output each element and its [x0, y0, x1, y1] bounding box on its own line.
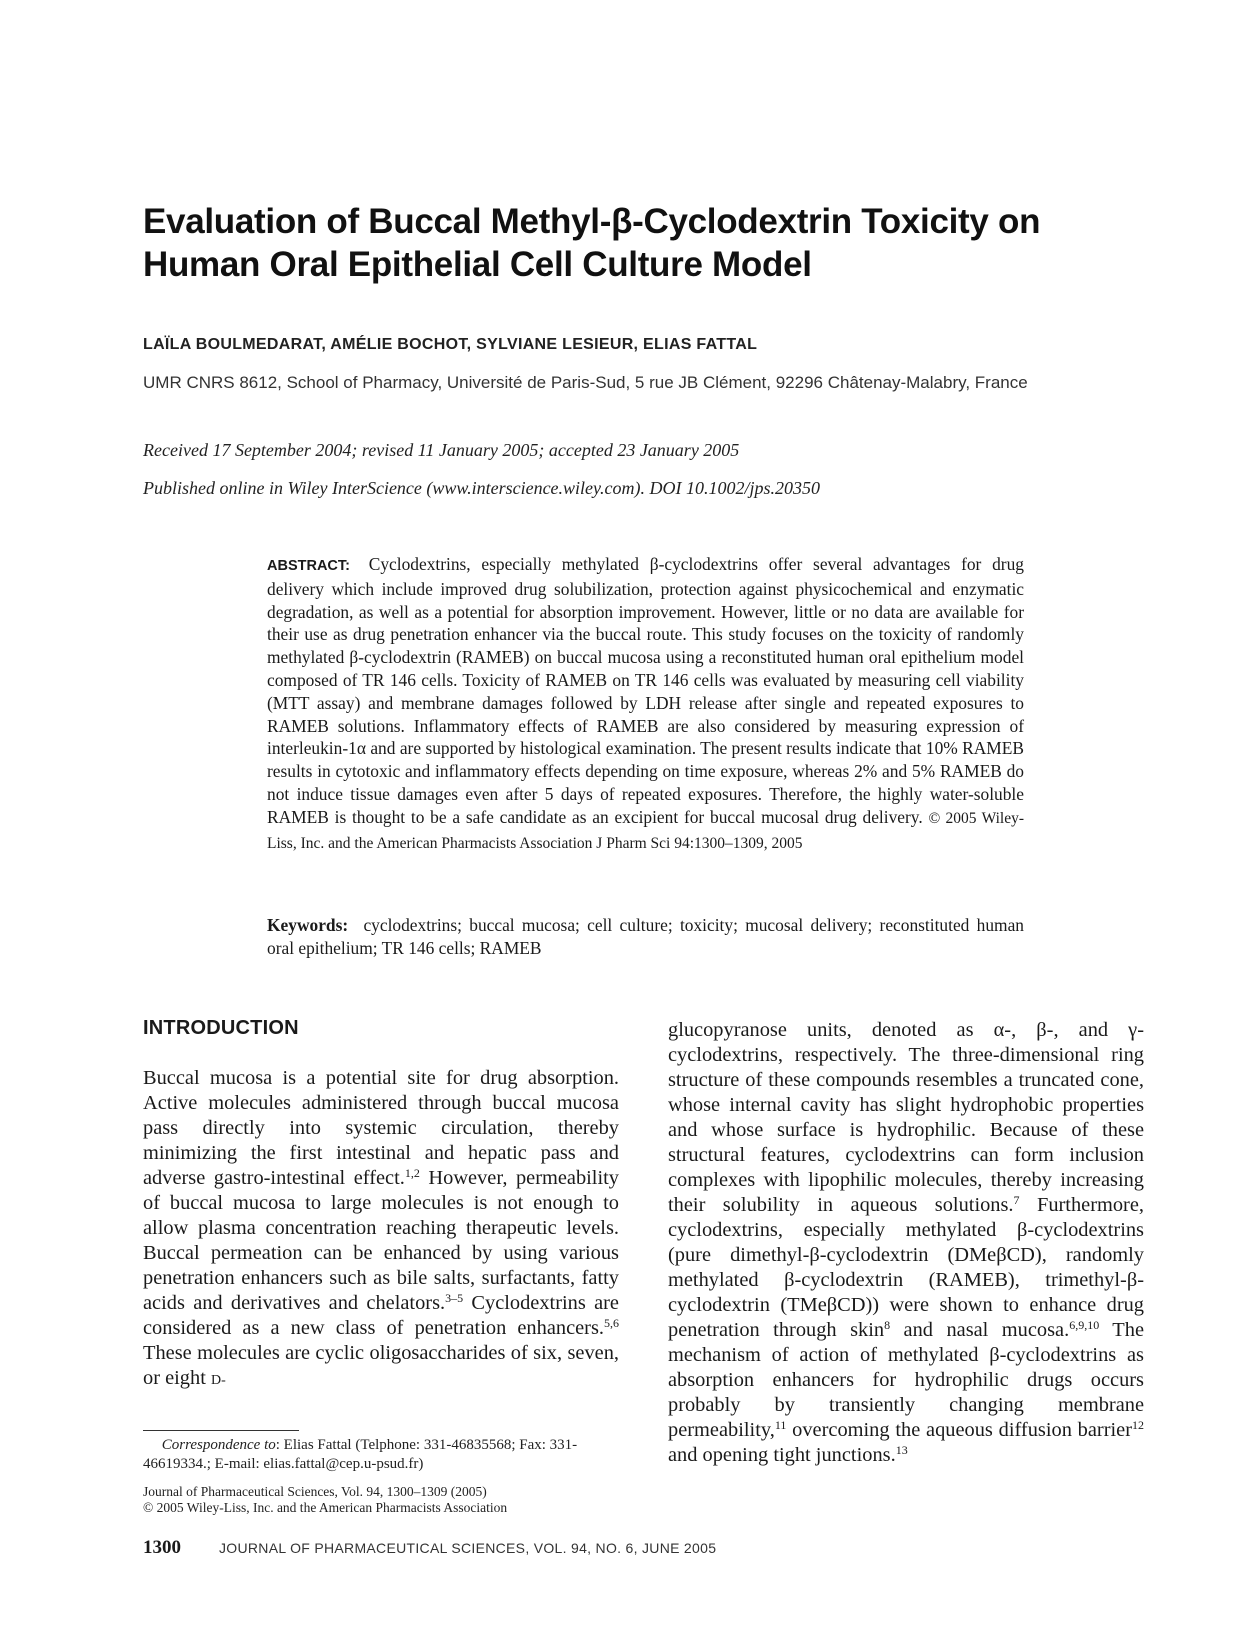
citation-ref: 5,6 [604, 1316, 619, 1330]
intro-right-text-6: and opening tight junctions. [668, 1444, 896, 1466]
intro-right-column [668, 1018, 1144, 1468]
citation-ref: 8 [884, 1318, 891, 1332]
running-footer: JOURNAL OF PHARMACEUTICAL SCIENCES, VOL. 94, NO. 6, JUNE 2005 [219, 1540, 717, 1556]
citation-ref: 3–5 [445, 1291, 464, 1305]
intro-right-text-1: glucopyranose units, denoted as α-, β-, and γ-cyclodextrins, respectively. The three-dimensional ring structure of these compounds resembles a truncated cone, whose internal cavity has slight hydrophobic properties and whose surface is hydrophilic. Because of these structural features, cyclodextrins can form inclusion complexes with lipophilic molecules, thereby increasing their solubility in aqueous solutions. [668, 1019, 1144, 1216]
footnote-divider [143, 1430, 299, 1431]
article-title [143, 200, 1123, 286]
abstract [267, 553, 1024, 855]
citation-ref: 12 [1132, 1418, 1144, 1432]
title-line-2: Human Oral Epithelial Cell Culture Model [143, 245, 812, 284]
intro-left-column [143, 1066, 619, 1393]
publication-info: Published online in Wiley InterScience (www.interscience.wiley.com). DOI 10.1002/jps.20350 [143, 478, 821, 498]
title-line-1: Evaluation of Buccal Methyl-β-Cyclodextrin Toxicity on [143, 202, 1041, 241]
page-number: 1300 [143, 1537, 181, 1558]
abstract-label: ABSTRACT: [267, 558, 350, 574]
keywords-label: Keywords: [267, 915, 349, 935]
journal-citation [143, 1484, 623, 1516]
authors: LAÏLA BOULMEDARAT, AMÉLIE BOCHOT, SYLVIANE LESIEUR, ELIAS FATTAL [143, 336, 758, 353]
intro-left-text-3: Cyclodextrins are considered as a new class of penetration enhancers. [143, 1292, 619, 1339]
abstract-text: Cyclodextrins, especially methylated β-cyclodextrins offer several advantages for drug delivery which include improved drug solubilization, protection against physicochemical and enzymatic degradation, as well as a potential for absorption improvement. However, little or no data are available for their use as drug penetration enhancer via the buccal route. This study focuses on the toxicity of randomly methylated β-cyclodextrin (RAMEB) on buccal mucosa using a reconstituted human oral epithelium model composed of TR 146 cells. Toxicity of RAMEB on TR 146 cells was evaluated by measuring cell viability (MTT assay) and membrane damages followed by LDH release after single and repeated exposures to RAMEB solutions. Inflammatory effects of RAMEB are also considered by measuring expression of interleukin-1α and are supported by histological examination. The present results indicate that 10% RAMEB results in cytotoxic and inflammatory effects depending on time exposure, whereas 2% and 5% RAMEB do not induce tissue damages even after 5 days of repeated exposures. Therefore, the highly water-soluble RAMEB is thought to be a safe candidate as an excipient for buccal mucosal drug delivery. [267, 554, 1024, 827]
correspondence-footnote [143, 1436, 623, 1474]
intro-left-text-2: However, permeability of buccal mucosa to large molecules is not enough to allow plasma concentration reaching therapeutic levels. Buccal permeation can be enhanced by using various penetration enhancers such as bile salts, surfactants, fatty acids and derivatives and chelators. [143, 1167, 619, 1314]
citation-ref: 11 [774, 1418, 787, 1432]
citation-ref: 1,2 [404, 1166, 420, 1180]
section-heading-introduction: INTRODUCTION [143, 1017, 299, 1039]
affiliation: UMR CNRS 8612, School of Pharmacy, Université de Paris-Sud, 5 rue JB Clément, 92296 Châtenay-Malabry, France [143, 373, 1028, 392]
correspondence-text: : Elias Fattal (Telphone: 331-46835568; Fax: 331-46619334.; E-mail: elias.fattal@cep.u-psud.fr) [143, 1437, 578, 1472]
intro-right-text-2: Furthermore, cyclodextrins, especially methylated β-cyclodextrins (pure dimethyl-β-cyclodextrin (DMeβCD), randomly methylated β-cyclodextrin (RAMEB), trimethyl-β-cyclodextrin (TMeβCD)) were shown to enhance drug penetration through skin [668, 1194, 1144, 1341]
intro-right-text-3: and nasal mucosa. [890, 1319, 1070, 1341]
correspondence-label: Correspondence to [161, 1437, 276, 1453]
keywords [267, 914, 1024, 960]
citation-ref: 13 [895, 1443, 908, 1457]
intro-left-text-4: These molecules are cyclic oligosaccharides of six, seven, or eight [143, 1342, 619, 1389]
abstract-copyright: © 2005 Wiley-Liss, Inc. and the American Pharmacists Association J Pharm Sci 94:1300–1309, 2005 [267, 809, 1024, 852]
intro-right-text-5: overcoming the aqueous diffusion barrier [786, 1419, 1132, 1441]
journal-line: Journal of Pharmaceutical Sciences, Vol. 94, 1300–1309 (2005) [143, 1484, 487, 1499]
citation-ref: 7 [1013, 1193, 1020, 1207]
intro-right-text-4: The mechanism of action of methylated β-cyclodextrins as absorption enhancers for hydrophilic drugs occurs probably by transiently changing membrane permeability, [668, 1319, 1145, 1441]
intro-left-text-1: Buccal mucosa is a potential site for drug absorption. Active molecules administered through buccal mucosa pass directly into systemic circulation, thereby minimizing the first intestinal and hepatic pass and adverse gastro-intestinal effect. [143, 1067, 619, 1189]
received-dates: Received 17 September 2004; revised 11 January 2005; accepted 23 January 2005 [143, 440, 740, 460]
citation-ref: 6,9,10 [1069, 1318, 1100, 1332]
journal-copyright: © 2005 Wiley-Liss, Inc. and the American Pharmacists Association [143, 1500, 508, 1515]
keywords-text: cyclodextrins; buccal mucosa; cell culture; toxicity; mucosal delivery; reconstituted human oral epithelium; TR 146 cells; RAMEB [267, 915, 1024, 958]
small-caps-d: D- [210, 1373, 226, 1388]
